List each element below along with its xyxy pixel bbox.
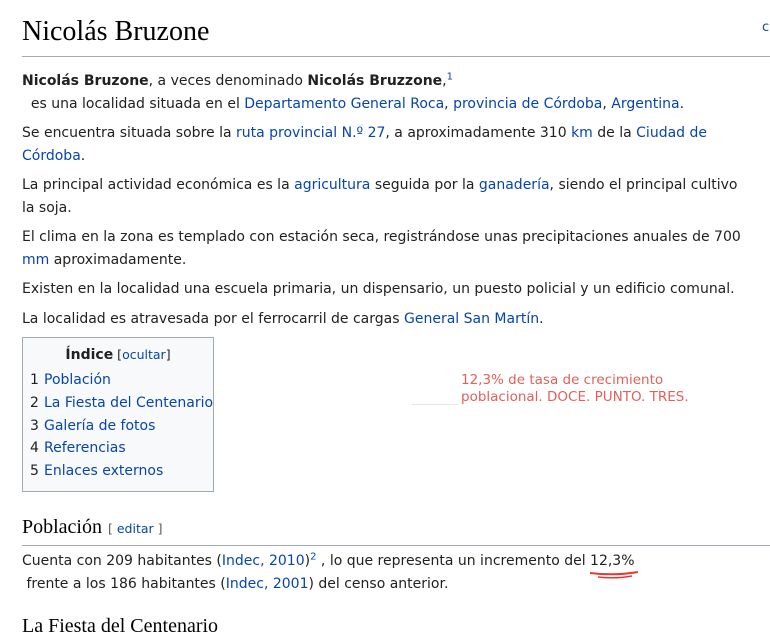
link-departamento[interactable]: Departamento General Roca <box>244 95 445 112</box>
text: aproximadamente. <box>49 251 187 268</box>
toc-item-link[interactable]: Referencias <box>44 440 126 457</box>
toc-item[interactable] <box>30 415 206 438</box>
link-km[interactable]: km <box>571 125 593 141</box>
text: . <box>80 147 86 164</box>
table-of-contents <box>22 337 214 492</box>
text: de la <box>592 125 637 141</box>
text: . <box>539 310 544 327</box>
text: , lo que representa un incremento del <box>316 553 591 569</box>
text: , <box>442 73 447 89</box>
section-heading-poblacion <box>22 513 770 546</box>
link-ganaderia[interactable]: ganadería <box>478 177 550 193</box>
toc-hide-wrapper <box>113 347 170 362</box>
text: Se encuentra situada sobre la <box>22 125 236 141</box>
text: ) <box>304 553 311 569</box>
edit-section-link[interactable]: editar <box>116 521 154 536</box>
section-heading-fiesta: La Fiesta del Centenario <box>22 615 219 637</box>
toc-item-link[interactable]: Población <box>44 372 111 388</box>
link-general-san-martin[interactable]: General San Martín <box>404 310 540 327</box>
toc-header <box>30 345 206 365</box>
section-title: Población <box>22 516 102 538</box>
title-divider <box>22 56 770 57</box>
toc-item-link[interactable]: Enlaces externos <box>44 463 164 480</box>
reference-1-link[interactable]: 1 <box>446 71 453 83</box>
toc-item-number: 2 <box>30 394 39 411</box>
intro-paragraph-4 <box>22 226 752 271</box>
toc-item-number: 3 <box>30 417 39 434</box>
text: [ <box>113 347 123 362</box>
text: , <box>602 95 612 112</box>
bold-name-1: Nicolás Bruzone <box>22 73 149 89</box>
toc-item[interactable] <box>30 460 206 483</box>
text: , a veces denominado <box>148 73 308 89</box>
annotation-connector <box>412 404 458 405</box>
page-title: Nicolás Bruzone <box>22 16 210 47</box>
reference-2-link[interactable]: 2 <box>310 551 317 563</box>
link-argentina[interactable]: Argentina <box>611 95 680 112</box>
intro-paragraph-1 <box>22 70 752 115</box>
text: . <box>679 95 685 112</box>
text: , siendo el principal cultivo la soja. <box>22 177 738 216</box>
highlighted-percentage <box>590 550 634 573</box>
link-indec-2010[interactable]: Indec, 2010 <box>221 553 305 569</box>
toc-item[interactable] <box>30 392 214 415</box>
text: La principal actividad económica es la <box>22 177 295 193</box>
text: ) del censo anterior. <box>308 575 449 592</box>
text: [ <box>108 521 117 536</box>
link-ciudad-cordoba[interactable]: Ciudad de Córdoba <box>22 125 707 164</box>
text: Existen en la localidad una escuela primaria, un dispensario, un puesto policial y un edificio comunal. <box>22 281 735 297</box>
intro-paragraph-5 <box>22 278 752 301</box>
text: Cuenta con 209 habitantes ( <box>22 553 222 569</box>
red-underline-mark <box>588 570 640 579</box>
toc-item[interactable] <box>30 437 206 460</box>
toc-item-number: 5 <box>30 463 39 480</box>
text: , <box>444 95 454 112</box>
toc-item[interactable] <box>30 369 206 392</box>
link-mm[interactable]: mm <box>22 251 50 268</box>
article-content <box>22 70 752 492</box>
link-agricultura[interactable]: agricultura <box>294 177 371 193</box>
text: frente a los 186 habitantes ( <box>22 575 226 592</box>
text: es una localidad situada en el <box>22 95 245 112</box>
edge-link[interactable]: c <box>762 20 770 35</box>
annotation-note: 12,3% de tasa de crecimiento poblacional. DOCE. PUNTO. TRES. <box>461 372 689 405</box>
text: ] <box>153 521 163 536</box>
toc-item-number: 4 <box>30 440 39 457</box>
text: , a aproximadamente 310 <box>385 125 572 141</box>
text: seguida por la <box>370 177 479 193</box>
text: El clima en la zona es templado con estación seca, registrándose unas precipitaciones anuales de 700 <box>22 229 741 245</box>
toc-list <box>30 369 214 483</box>
link-provincia[interactable]: provincia de Córdoba <box>453 95 603 112</box>
toc-item-link[interactable]: La Fiesta del Centenario <box>44 394 214 411</box>
toc-title: Índice <box>65 347 114 363</box>
toc-hide-link[interactable]: ocultar <box>122 347 166 362</box>
bold-name-2: Nicolás Bruzzone <box>307 73 443 89</box>
toc-item-link[interactable]: Galería de fotos <box>44 417 156 434</box>
edit-section-wrapper <box>108 521 163 536</box>
intro-paragraph-3 <box>22 174 752 219</box>
link-indec-2001[interactable]: Indec, 2001 <box>225 575 309 592</box>
intro-paragraph-6 <box>22 308 752 331</box>
intro-paragraph-2 <box>22 122 752 167</box>
poblacion-paragraph <box>22 550 757 595</box>
text: La localidad es atravesada por el ferrocarril de cargas <box>22 310 404 327</box>
toc-item-number: 1 <box>30 372 39 388</box>
highlight-text: 12,3% <box>590 553 635 569</box>
text: ] <box>165 347 171 362</box>
link-ruta[interactable]: ruta provincial N.º 27 <box>236 125 386 141</box>
